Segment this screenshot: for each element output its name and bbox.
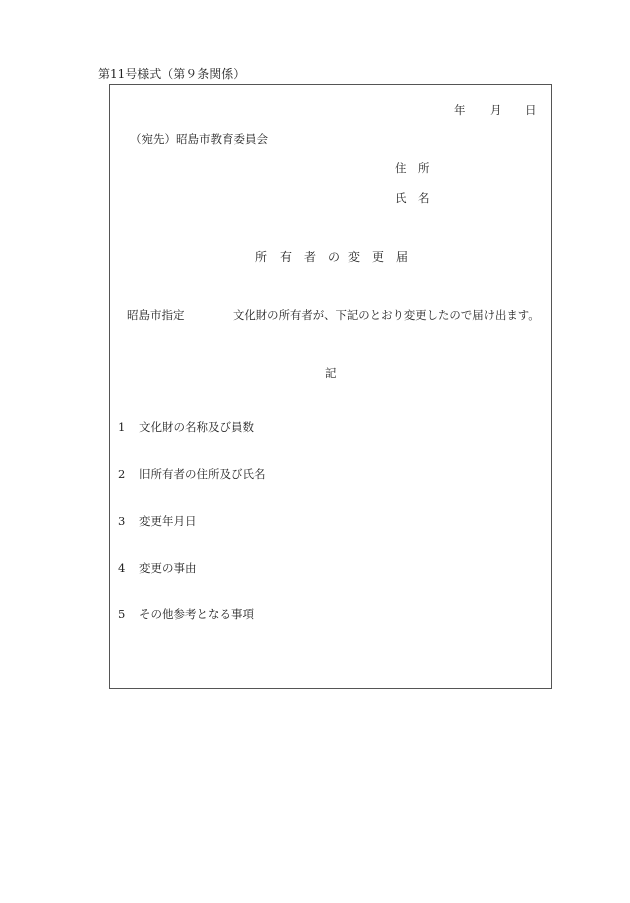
date-day-label: 日 <box>525 103 537 117</box>
title-char: の <box>328 250 341 264</box>
ki-heading: 記 <box>325 366 337 380</box>
title-char: 所 <box>255 250 268 264</box>
address-label: 住 所 <box>395 161 430 175</box>
item-number: 1 <box>118 420 126 434</box>
name-label: 氏 名 <box>395 191 430 205</box>
date-month-label: 月 <box>490 103 502 117</box>
item-text: 文化財の名称及び員数 <box>139 420 254 434</box>
form-number-label: 第11号様式（第９条関係） <box>98 67 246 81</box>
item-text: その他参考となる事項 <box>139 607 254 621</box>
date-year-label: 年 <box>454 103 466 117</box>
item-text: 旧所有者の住所及び氏名 <box>139 467 266 481</box>
title-char: 更 <box>372 250 385 264</box>
title-char: 者 <box>304 250 317 264</box>
item-text: 変更の事由 <box>139 561 197 575</box>
form-frame <box>109 84 552 689</box>
title-char: 有 <box>280 250 293 264</box>
title-char: 変 <box>348 250 361 264</box>
statement-body: 文化財の所有者が、下記のとおり変更したので届け出ます。 <box>233 308 540 322</box>
item-number: 2 <box>118 467 126 481</box>
item-text: 変更年月日 <box>139 514 197 528</box>
item-number: 3 <box>118 514 126 528</box>
title-char: 届 <box>396 250 409 264</box>
statement-prefix: 昭島市指定 <box>127 308 185 322</box>
item-number: 4 <box>118 561 126 575</box>
item-number: 5 <box>118 607 126 621</box>
addressee: （宛先）昭島市教育委員会 <box>130 132 268 146</box>
